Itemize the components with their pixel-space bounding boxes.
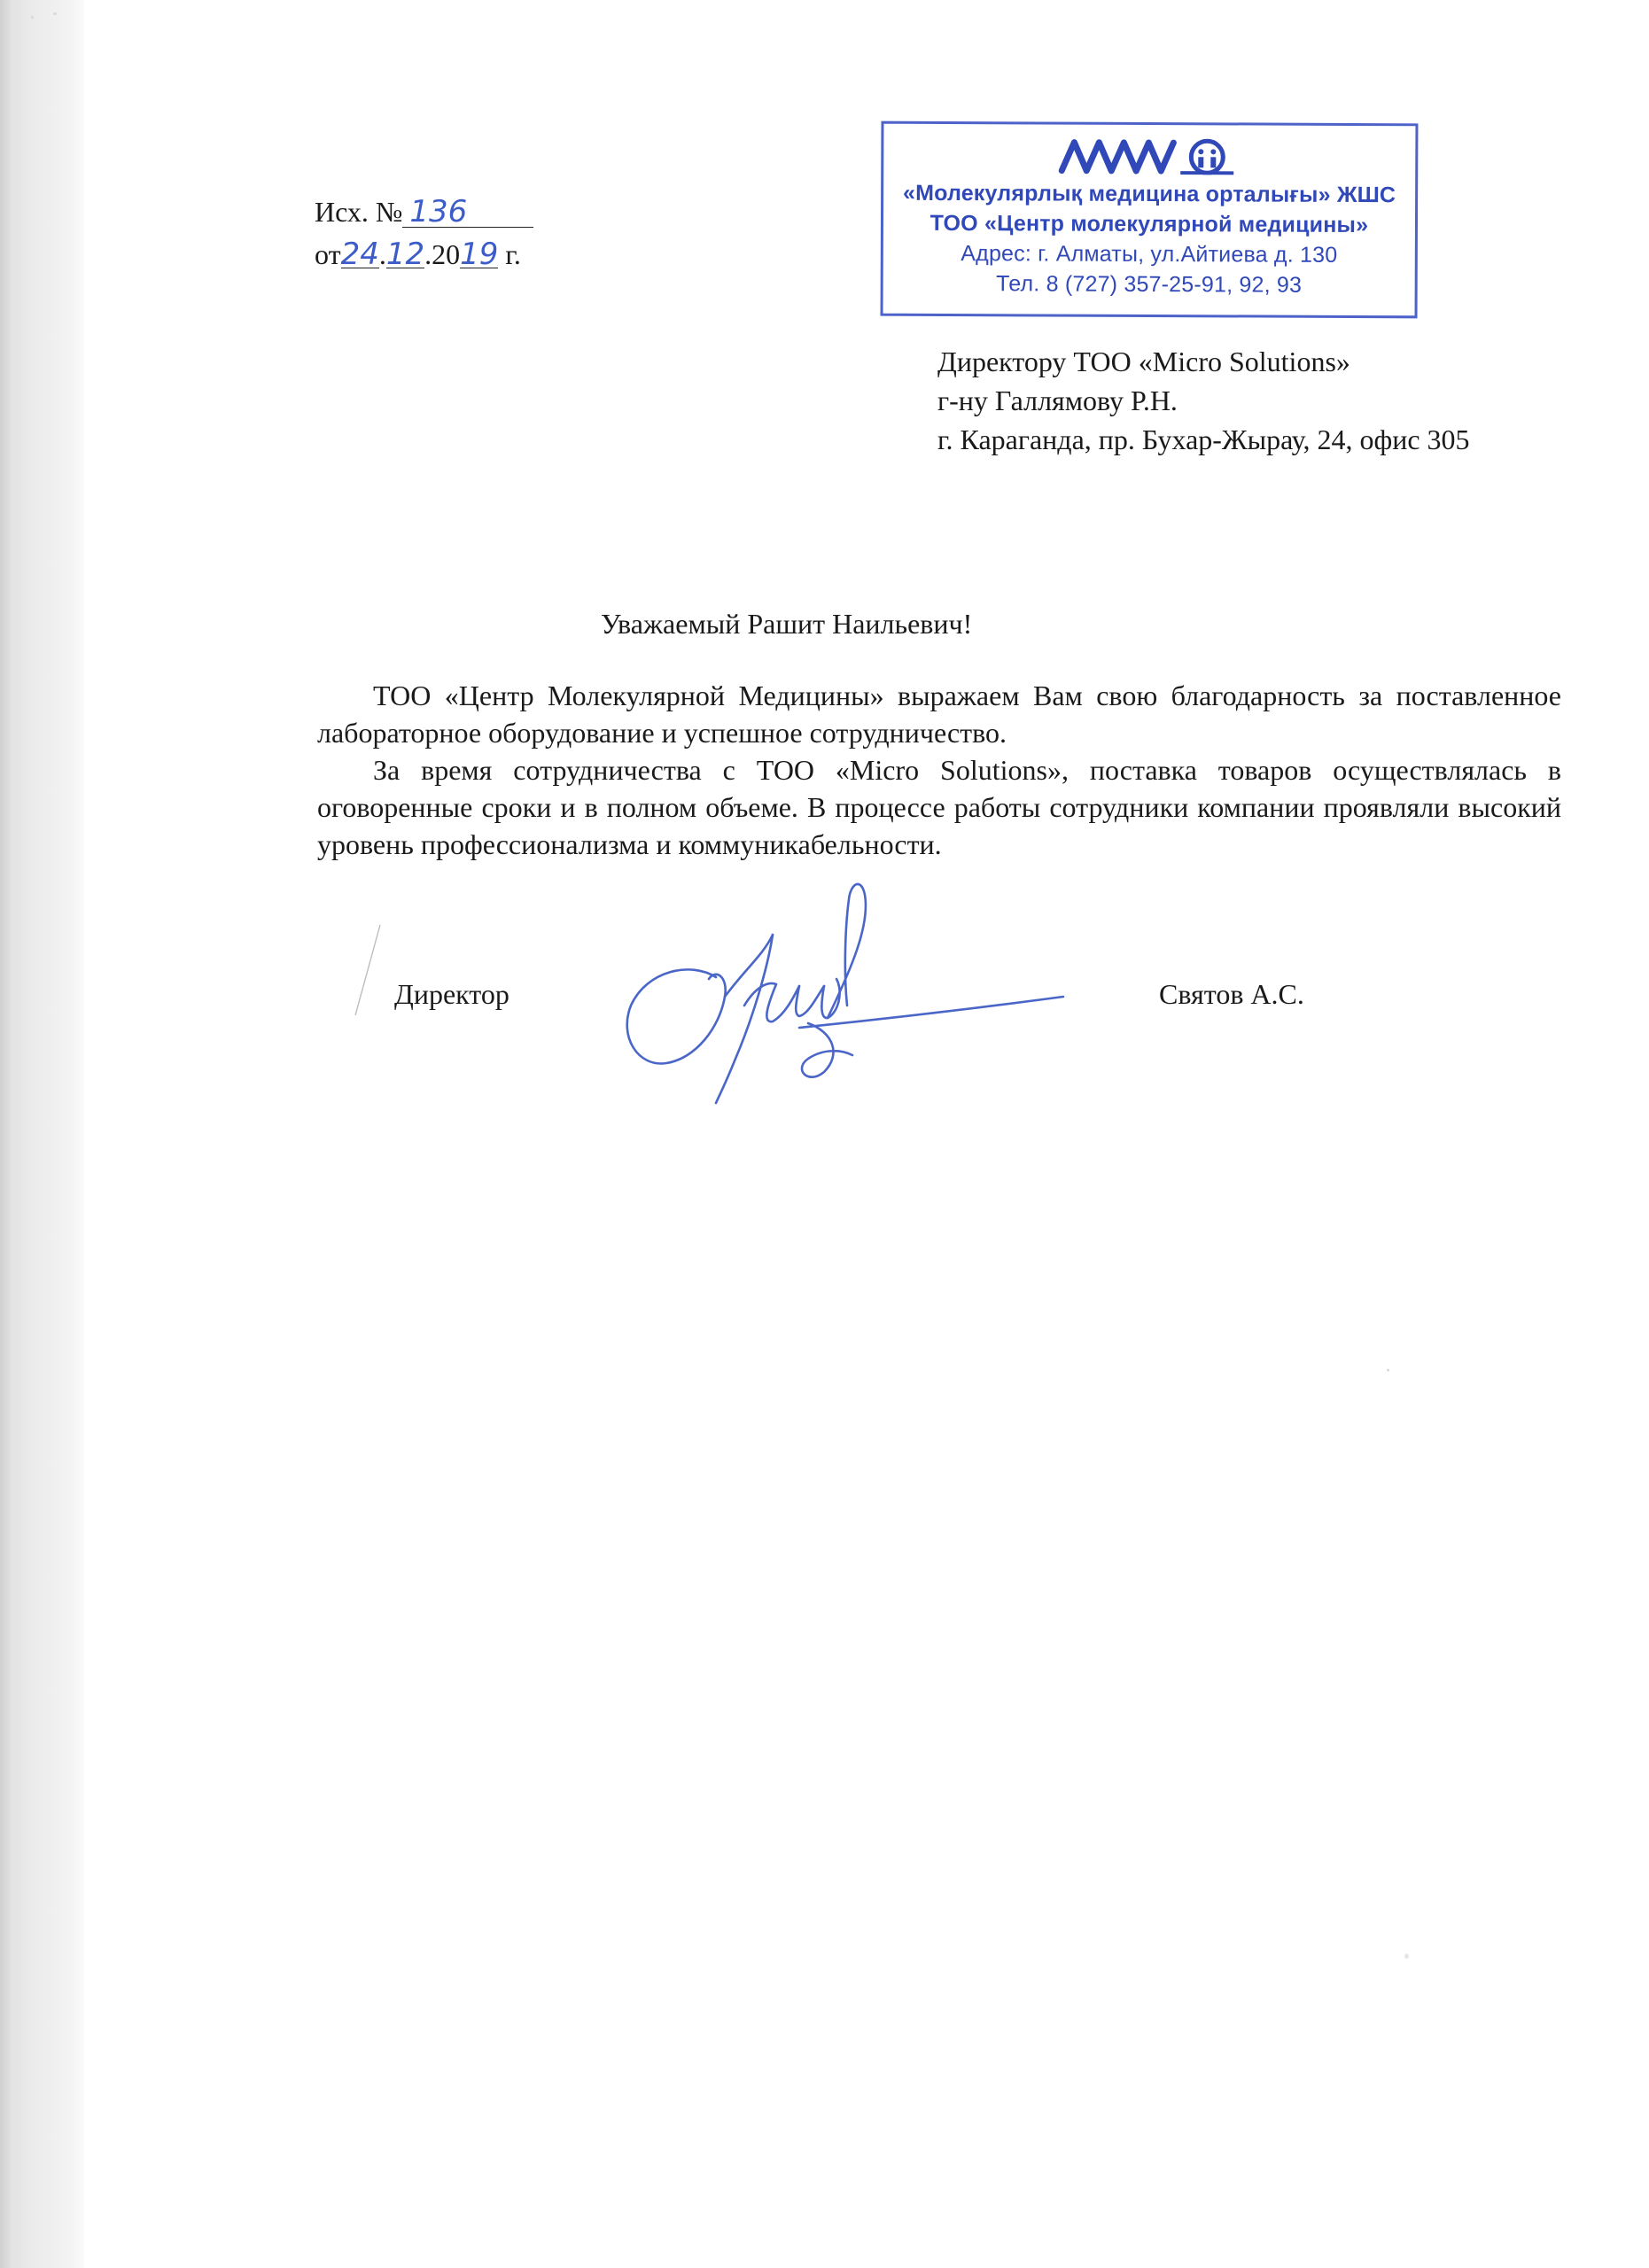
outgoing-date-row [315, 233, 533, 276]
signatory-title: Директор [394, 978, 509, 1010]
body-paragraph: За время сотрудничества с ТОО «Micro Solutions», поставка товаров осуществлялась в оговоренные сроки и в полном объеме. В процессе работы сотрудники компании проявляли высокий уровень профессионализма и коммуникабельности. [317, 754, 1561, 860]
scan-speck [31, 16, 34, 19]
outgoing-number-field [402, 194, 533, 229]
outgoing-reference [315, 190, 533, 276]
scan-speck [53, 12, 57, 15]
scan-edge [0, 0, 84, 2268]
stamp-address: Адрес: г. Алматы, ул.Айтиева д. 130 [961, 241, 1338, 268]
date-year: 19 [460, 237, 499, 272]
stamp-phone: Тел. 8 (727) 357-25-91, 92, 93 [996, 271, 1303, 298]
body-paragraph: ТОО «Центр Молекулярной Медицины» выражаем Вам свою благодарность за поставленное лабораторное оборудование и успешное сотрудничество. [317, 680, 1561, 749]
addressee-address: г. Караганда, пр. Бухар-Жырау, 24, офис 305 [937, 423, 1470, 455]
date-month: 12 [385, 237, 425, 272]
date-day-field [340, 237, 379, 272]
scan-speck [1404, 1953, 1409, 1959]
date-month-field [385, 237, 425, 272]
handwritten-signature-icon [611, 873, 1072, 1112]
date-day: 24 [340, 237, 379, 272]
date-prefix: от [315, 238, 341, 270]
outgoing-number-row [315, 190, 533, 233]
salutation: Уважаемый Рашит Наильевич! [601, 608, 973, 640]
outgoing-label: Исх. № [315, 196, 403, 228]
date-suffix: г. [498, 238, 521, 270]
company-logo-icon [1056, 136, 1242, 175]
pencil-mark-icon [350, 921, 385, 1019]
outgoing-number: 136 [409, 194, 468, 229]
addressee-name: г-ну Галлямову Р.Н. [937, 384, 1178, 416]
stamp-line-russian: ТОО «Центр молекулярной медицины» [930, 210, 1369, 238]
signatory-name: Святов А.С. [1159, 978, 1304, 1010]
scan-speck [1387, 1369, 1389, 1371]
addressee-position: Директору ТОО «Micro Solutions» [937, 346, 1350, 377]
letter-body [317, 677, 1561, 863]
date-year-field [460, 237, 499, 272]
letter-page [84, 0, 1649, 2268]
date-separator: . [378, 238, 386, 270]
addressee-block [937, 342, 1470, 459]
company-stamp [881, 121, 1419, 319]
stamp-line-kazakh: «Молекулярлық медицина орталығы» ЖШС [902, 180, 1396, 208]
date-century: .20 [424, 238, 461, 270]
